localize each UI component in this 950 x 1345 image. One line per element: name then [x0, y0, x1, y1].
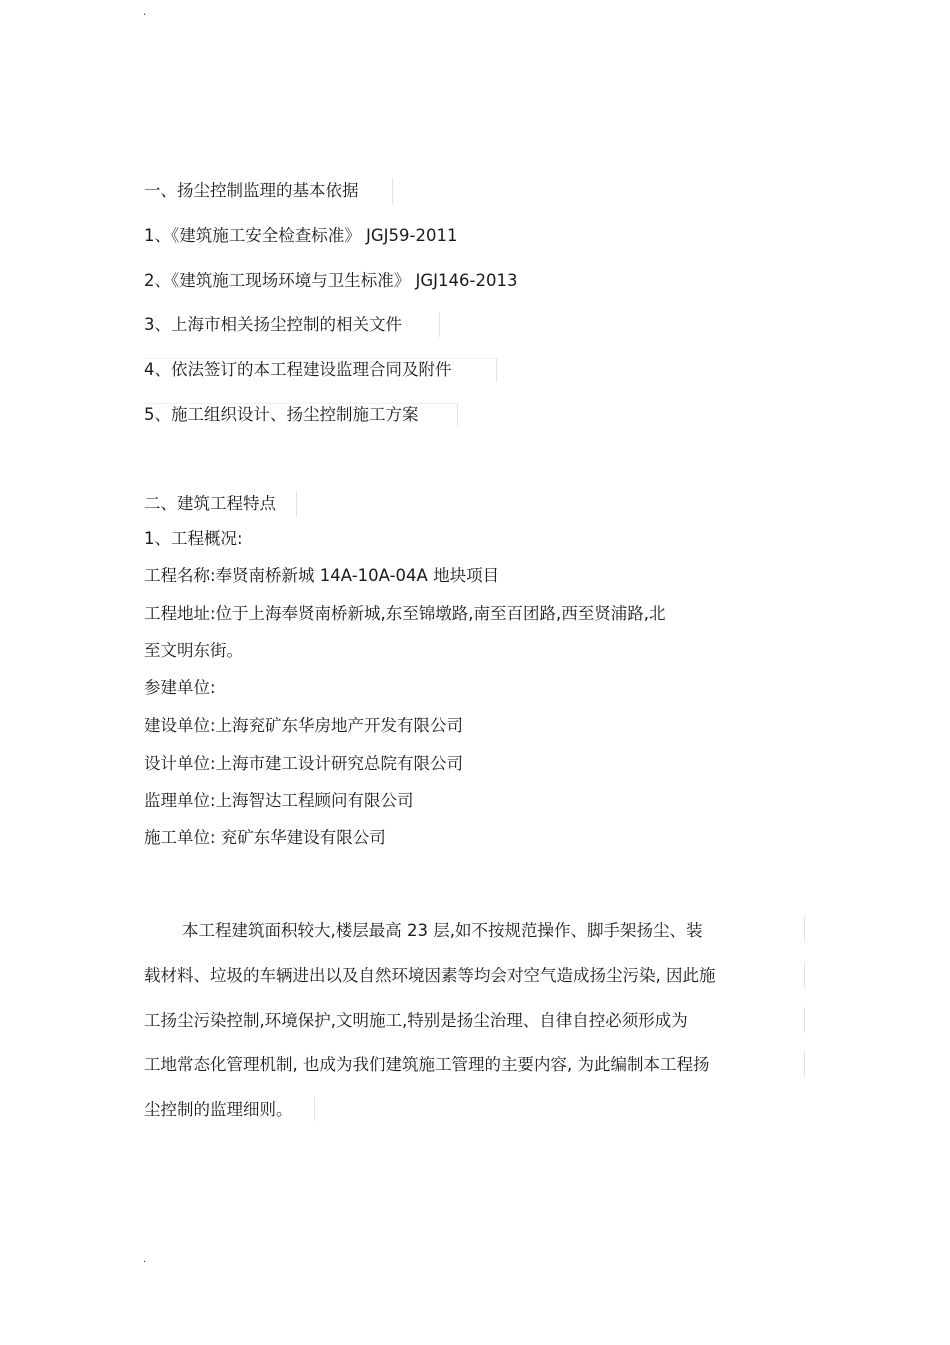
basis-item-4: 4、依法签订的本工程建设监理合同及附件: [144, 360, 452, 379]
participant-designer: 设计单位:上海市建工设计研究总院有限公司: [144, 754, 464, 773]
participant-supervisor: 监理单位:上海智达工程顾问有限公司: [144, 791, 414, 810]
section2-heading: 二、建筑工程特点: [144, 494, 276, 513]
page-mark-bottom: .: [143, 1254, 147, 1265]
section1-heading: 一、扬尘控制监理的基本依据: [144, 181, 359, 200]
text-box-edge: [457, 403, 458, 427]
text-box-edge: [804, 916, 805, 942]
project-name: 工程名称:奉贤南桥新城 14A-10A-04A 地块项目: [144, 566, 500, 585]
participant-contractor: 施工单位: 兖矿东华建设有限公司: [144, 828, 386, 847]
project-address-line-1: 工程地址:位于上海奉贤南桥新城,东至锦墩路,南至百团路,西至贤浦路,北: [144, 604, 666, 623]
basis-item-3: 3、上海市相关扬尘控制的相关文件: [144, 315, 402, 334]
text-box-edge: [804, 1051, 805, 1077]
project-address-line-2: 至文明东街。: [144, 641, 243, 660]
paragraph-line-5: 尘控制的监理细则。: [144, 1100, 293, 1119]
text-box-edge: [439, 313, 440, 337]
basis-item-5: 5、施工组织设计、扬尘控制施工方案: [144, 405, 419, 424]
paragraph-line-3: 工扬尘污染控制,环境保护,文明施工,特别是扬尘治理、自律自控必须形成为: [144, 1011, 688, 1030]
page-mark-top: .: [143, 7, 147, 18]
paragraph-line-1: 本工程建筑面积较大,楼层最高 23 层,如不按规范操作、脚手架扬尘、装: [182, 921, 703, 940]
text-box-edge: [314, 1097, 315, 1121]
participants-label: 参建单位:: [144, 678, 216, 697]
text-box-edge: [496, 358, 497, 382]
paragraph-line-4: 工地常态化管理机制, 也成为我们建筑施工管理的主要内容, 为此编制本工程扬: [144, 1055, 710, 1074]
participant-builder: 建设单位:上海兖矿东华房地产开发有限公司: [144, 716, 464, 735]
paragraph-line-2: 载材料、垃圾的车辆进出以及自然环境因素等均会对空气造成扬尘污染, 因此施: [144, 966, 716, 985]
text-box-edge: [392, 178, 393, 204]
text-box-edge: [804, 962, 805, 988]
basis-item-2: 2、《建筑施工现场环境与卫生标准》 JGJ146-2013: [144, 271, 518, 290]
overview-label: 1、工程概况:: [144, 529, 243, 548]
text-box-edge: [296, 491, 297, 517]
basis-item-1: 1、《建筑施工安全检查标准》 JGJ59-2011: [144, 226, 458, 245]
text-box-edge: [804, 1007, 805, 1033]
